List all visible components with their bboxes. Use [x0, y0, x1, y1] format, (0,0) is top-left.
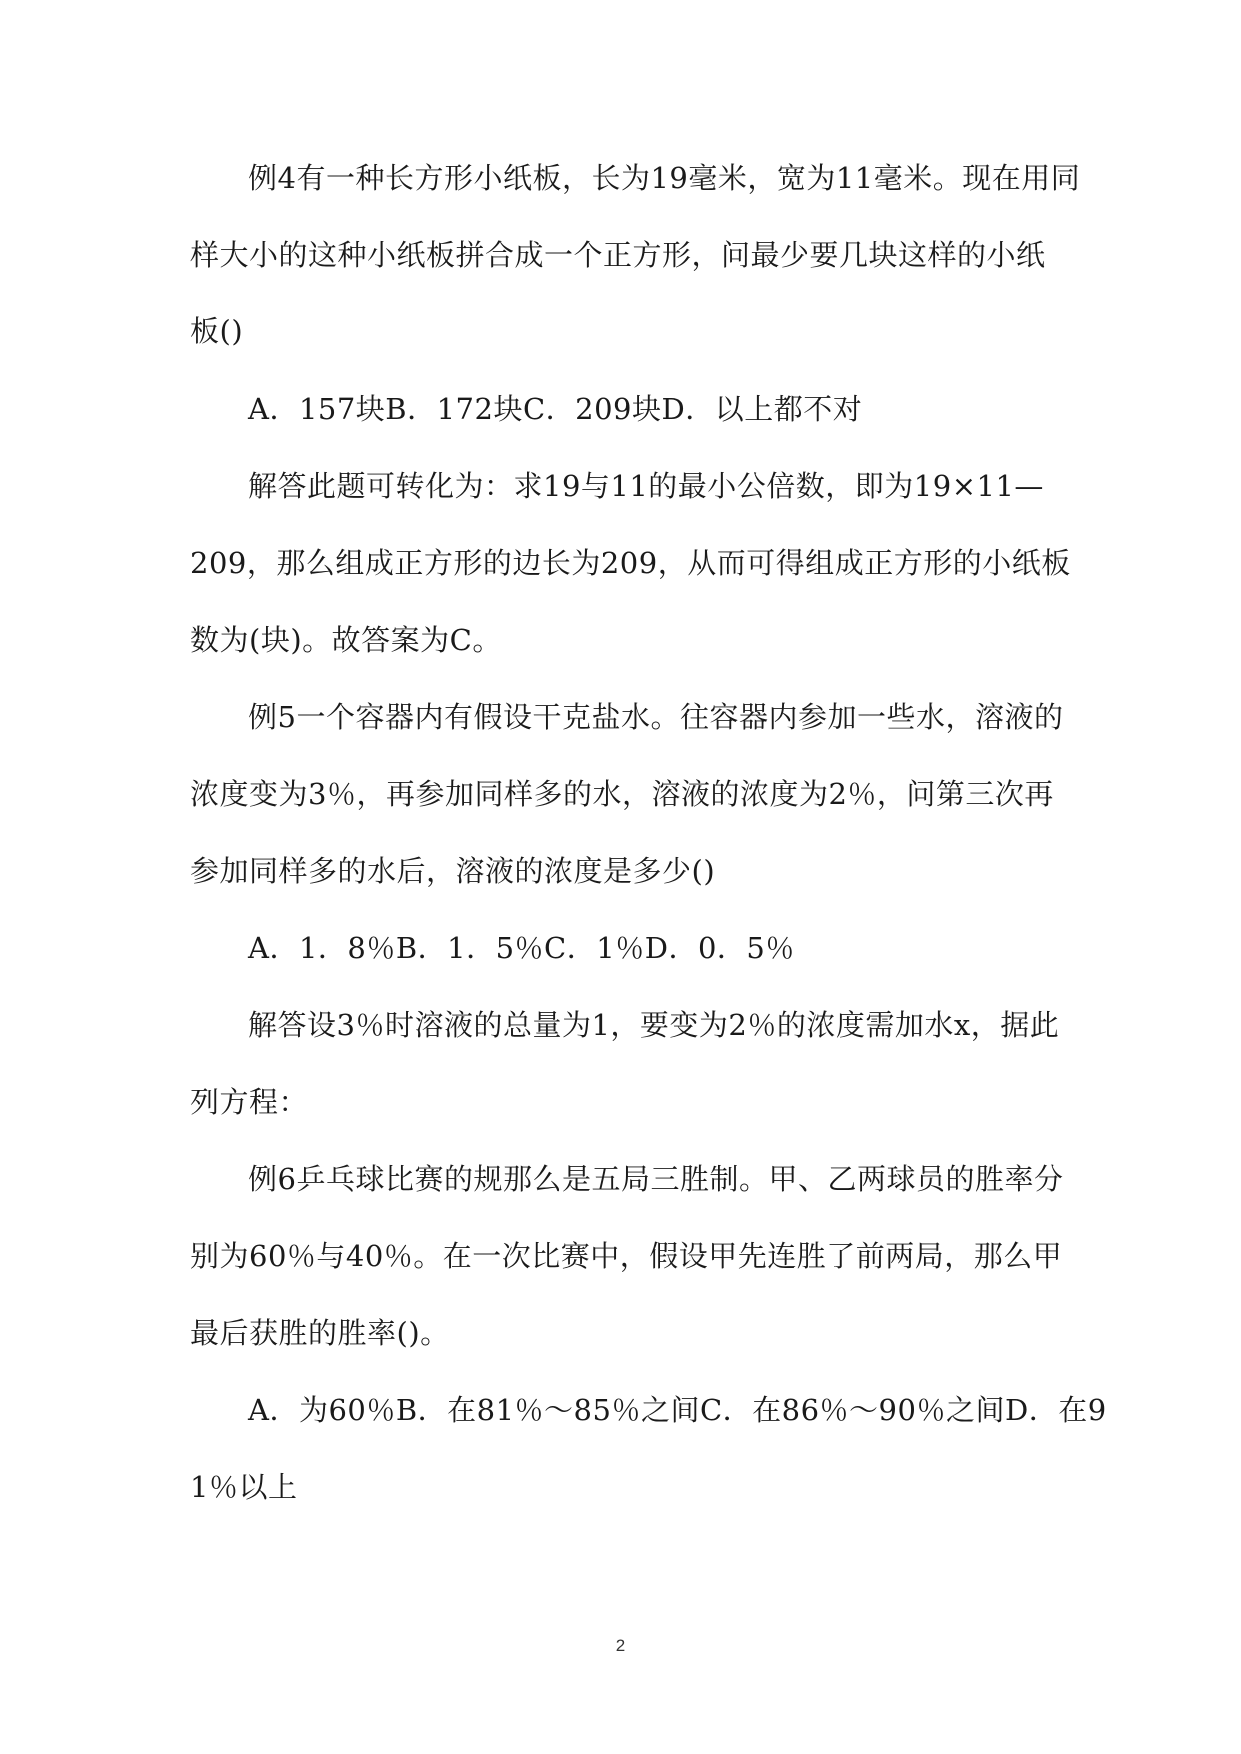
paragraph-line: 解答设3％时溶液的总量为1，要变为2％的浓度需加水x，据此 [248, 1008, 1060, 1042]
option-line: 1％以上 [190, 1470, 298, 1504]
paragraph-line: 例5一个容器内有假设干克盐水。往容器内参加一些水，溶液的 [248, 700, 1064, 734]
paragraph-line: 板() [190, 314, 244, 348]
paragraph-line: 例6乒乓球比赛的规那么是五局三胜制。甲、乙两球员的胜率分 [248, 1162, 1064, 1196]
paragraph-line: 最后获胜的胜率()。 [190, 1316, 450, 1350]
option-line: A．1．8％B．1．5％C．1％D．0．5％ [248, 931, 795, 965]
paragraph-line: 样大小的这种小纸板拼合成一个正方形，问最少要几块这样的小纸 [190, 238, 1046, 272]
paragraph-line: 别为60％与40％。在一次比赛中，假设甲先连胜了前两局，那么甲 [190, 1239, 1063, 1273]
paragraph-line: 参加同样多的水后，溶液的浓度是多少() [190, 854, 716, 888]
paragraph-line: 列方程： [190, 1085, 309, 1119]
paragraph-line: 解答此题可转化为：求19与11的最小公倍数，即为19×11— [248, 469, 1044, 503]
paragraph-line: 浓度变为3％，再参加同样多的水，溶液的浓度为2％，问第三次再 [190, 777, 1054, 811]
option-line: A．为60％B．在81％～85％之间C．在86％～90％之间D．在9 [248, 1393, 1107, 1427]
option-line: A．157块B．172块C．209块D．以上都不对 [248, 392, 863, 426]
paragraph-line: 例4有一种长方形小纸板，长为19毫米，宽为11毫米。现在用同 [248, 161, 1081, 195]
paragraph-line: 209，那么组成正方形的边长为209，从而可得组成正方形的小纸板 [190, 546, 1071, 580]
page-number: 2 [615, 1636, 626, 1655]
paragraph-line: 数为(块)。故答案为C。 [190, 623, 502, 657]
